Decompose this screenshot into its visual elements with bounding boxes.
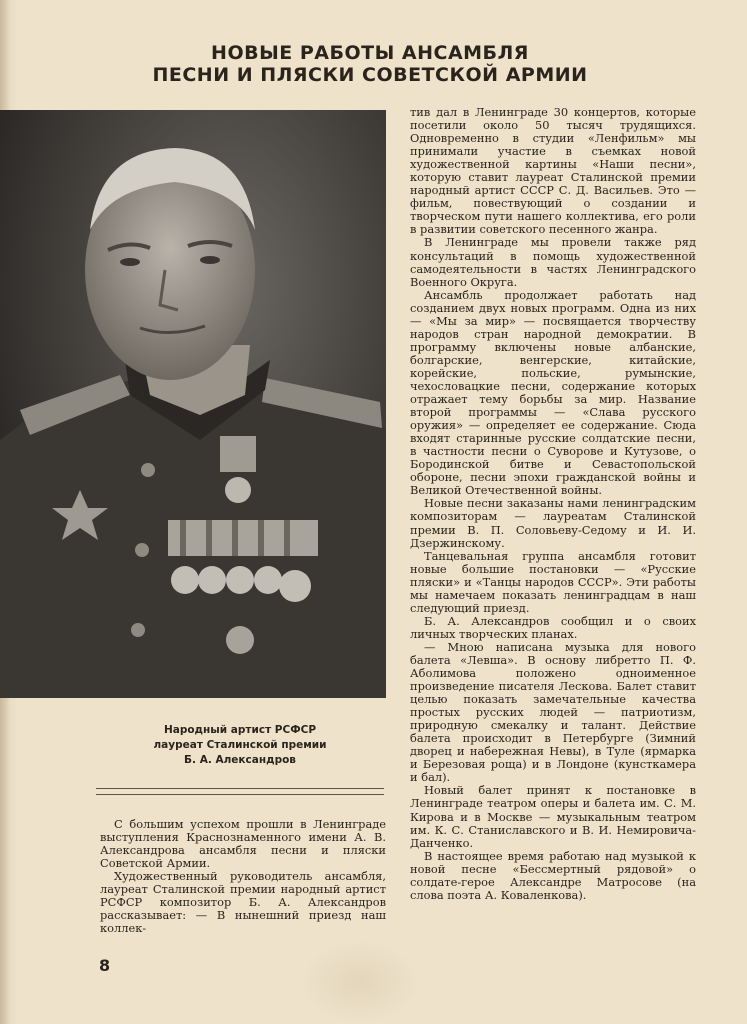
divider-rule: [96, 794, 384, 795]
paragraph: тив дал в Ленинграде 30 концертов, которые посетили около 50 тысяч трудящихся. Одновременно в студии «Ленфильм» мы принимали участие в съемках новой художественной картины «Наши песни», которую ставит лауреат Сталинской премии народный артист СССР С. Д. Васильев. Это — фильм, повествующий о создании и творческом пути нашего коллектива, его роли в развитии советского песенного жанра.: [410, 105, 696, 237]
paragraph: — Мною написана музыка для нового балета «Левша». В основу либретто П. Ф. Аболимова положено одноименное произведение писателя Лескова. Балет ставит целью показать замечательные качества простых русских людей — патриотизм, природную смекалку и талант. Действие балета происходит в Петербурге (Зимний дворец и набережная Невы), в Туле (ярмарка и Березовая роща) и в Лондоне (кунсткамера и бал).: [410, 639, 696, 785]
article-title-line-2: ПЕСНИ И ПЛЯСКИ СОВЕТСКОЙ АРМИИ: [152, 64, 588, 86]
paragraph: Ансамбль продолжает работать над созданием двух новых программ. Одна из них — «Мы за мир» — посвящается творчеству народов стран народной демократии. В программу включены новые албанские, болгарские, венгерские, китайские, корейские, польские, румынские, чехословацкие песни, содержание которых отражает тему борьбы за мир. Название второй программы — «Слава русского оружия» — определяет ее содержание. Сюда входят старинные русские солдатские песни, в частности песни о Суворове и Кутузове, о Бородинской битве и Севастопольской обороне, песни эпохи гражданской войны и Великой Отечественной войны.: [410, 287, 696, 498]
article-title-line-1: НОВЫЕ РАБОТЫ АНСАМБЛЯ: [211, 42, 529, 64]
paragraph: В Ленинграде мы провели также ряд консультаций в помощь художественной самодеятельности в частях Ленинградского Военного Округа.: [410, 235, 696, 289]
article-title: [110, 42, 630, 86]
paragraph: В настоящее время работаю над музыкой к новой песне «Бессмертный рядовой» о солдате-герое Александре Матросове (на слова поэта А. Коваленкова).: [410, 848, 696, 902]
paragraph: Новый балет принят к постановке в Ленинграде театром оперы и балета им. С. М. Кирова и в Москве — музыкальным театром им. К. С. Станиславского и В. И. Немировича-Данченко.: [410, 783, 696, 850]
caption-line: лауреат Сталинской премии: [153, 739, 327, 751]
paragraph: С большим успехом прошли в Ленинграде выступления Краснознаменного имени А. В. Александрова ансамбля песни и пляски Советской Армии.: [100, 817, 386, 871]
paragraph: Новые песни заказаны нами ленинградским композиторам — лауреатам Сталинской премии В. П. Соловьеву-Седому и И. И. Дзержинскому.: [410, 496, 696, 550]
paragraph: Танцевальная группа ансамбля готовит новые большие постановки — «Русские пляски» и «Танцы народов СССР». Эти работы мы намечаем показать ленинградцам в наш следующий приезд.: [410, 548, 696, 615]
caption-line: Б. А. Александров: [184, 754, 296, 766]
paragraph: Б. А. Александров сообщил и о своих личных творческих планах.: [410, 613, 696, 641]
right-text-column: [410, 106, 696, 902]
divider-rule: [96, 788, 384, 789]
caption-line: Народный артист РСФСР: [163, 724, 317, 736]
paper-stain: [300, 940, 420, 1024]
portrait-photo: [0, 110, 386, 698]
left-text-column: [100, 818, 386, 935]
page-number: 8: [99, 956, 111, 975]
photo-caption: [120, 723, 360, 768]
paragraph: Художественный руководитель ансамбля, лауреат Сталинской премии народный артист РСФСР композитор Б. А. Александров рассказывает: — В нынешний приезд наш коллек-: [100, 869, 386, 936]
